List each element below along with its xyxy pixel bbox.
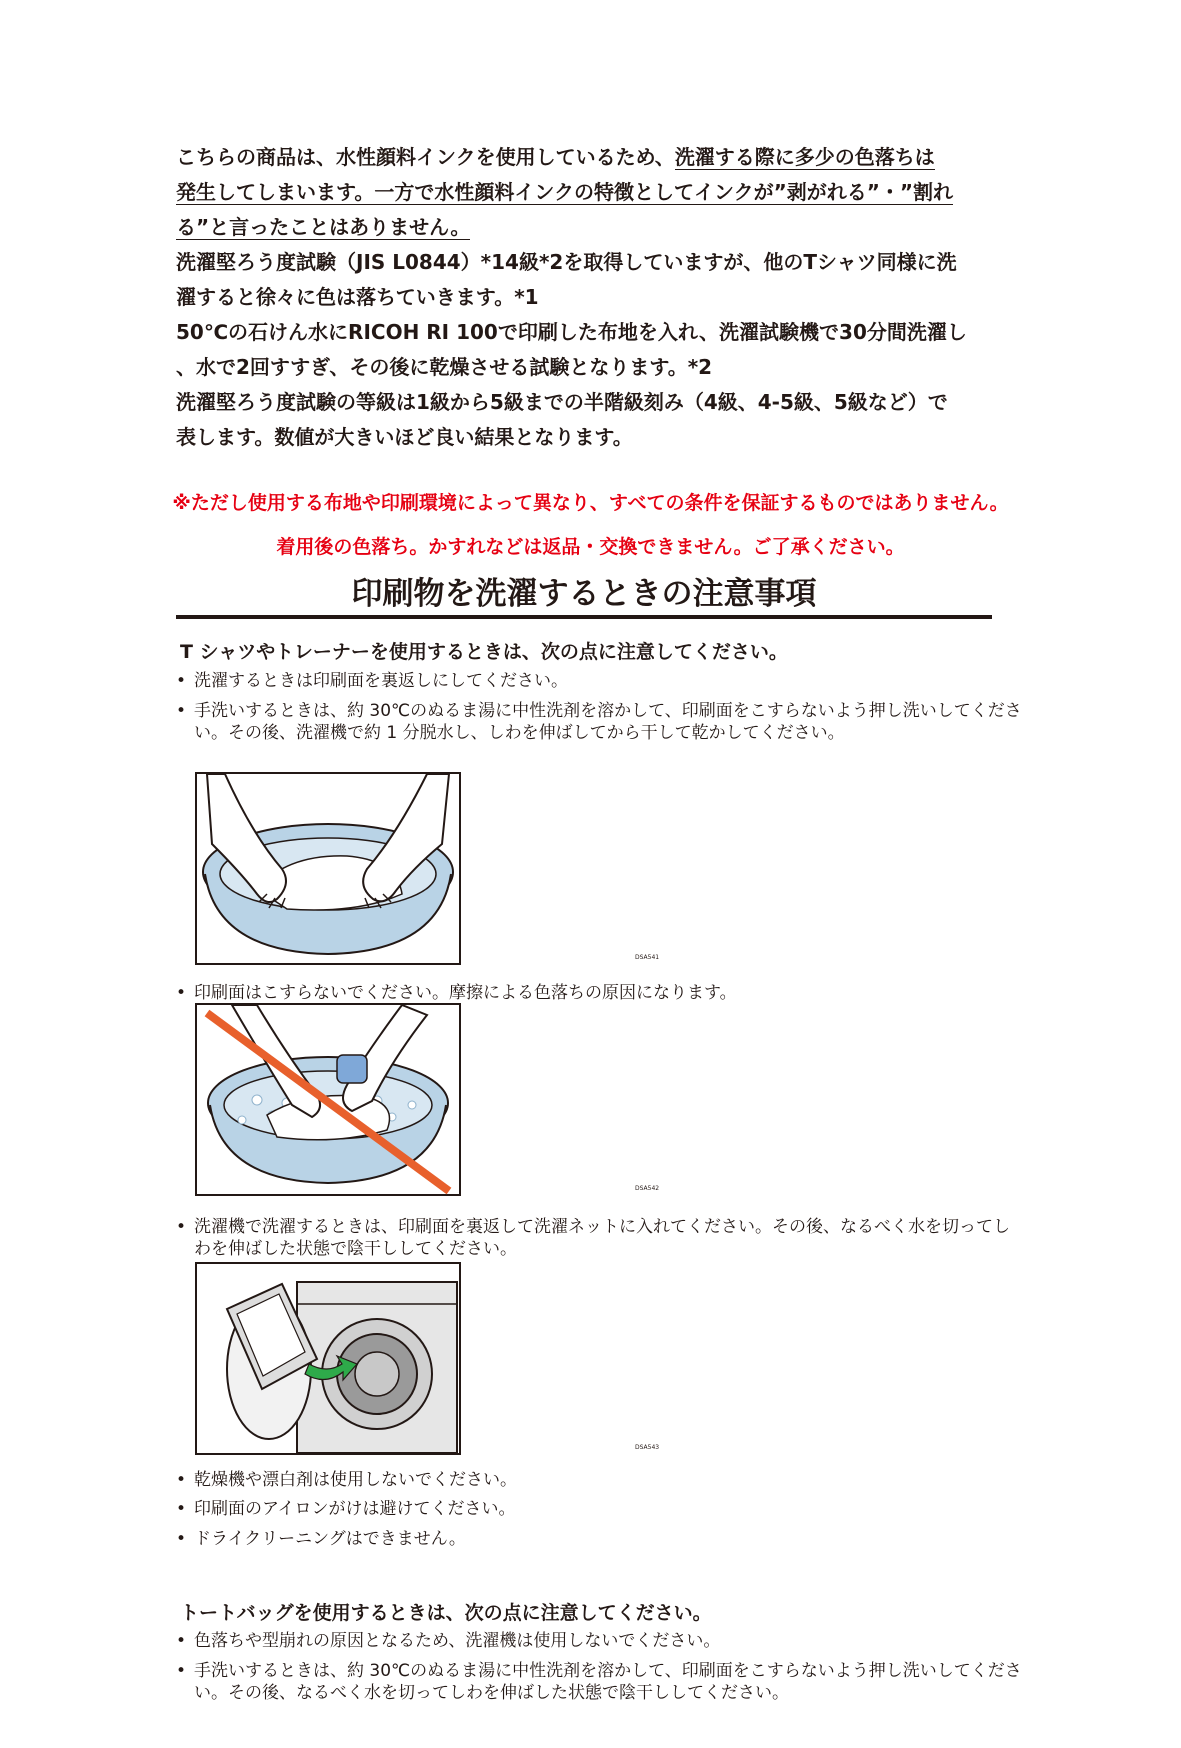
no-return-notice: 着用後の色落ち。かすれなどは返品・交換できません。ご了承ください。 xyxy=(276,536,905,558)
section-title: 印刷物を洗濯するときの注意事項 xyxy=(351,576,817,612)
intro-line: 濯すると徐々に色は落ちていきます。*1 xyxy=(176,285,539,309)
bullet-item: • 洗濯機で洗濯するときは、印刷面を裏返して洗濯ネットに入れてください。その後、なるべく水を切ってしわを伸ばした状態で陰干ししてください。 xyxy=(174,1216,1024,1260)
bullet-item: • ドライクリーニングはできません。 xyxy=(174,1528,1024,1550)
figure-code: DSA542 xyxy=(635,1185,660,1192)
washing-machine-illustration xyxy=(195,1262,660,1455)
bullet-item: • 洗濯するときは印刷面を裏返しにしてください。 xyxy=(174,670,1024,692)
intro-underlined-text: 発生してしまいます。一方で水性顔料インクの特徴としてインクが”剥がれる”・”割れ xyxy=(176,180,954,204)
tote-heading: トートバッグを使用するときは、次の点に注意してください。 xyxy=(180,1602,712,1624)
intro-line: 、水で2回すすぎ、その後に乾燥させる試験となります。*2 xyxy=(176,355,713,379)
title-divider xyxy=(176,615,992,619)
intro-line xyxy=(176,175,1036,210)
intro-underlined-text: る”と言ったことはありません。 xyxy=(176,215,471,239)
no-rubbing-illustration xyxy=(195,1003,660,1196)
intro-line xyxy=(176,140,1036,175)
bullet-item: • 印刷面はこすらないでください。摩擦による色落ちの原因になります。 xyxy=(174,982,1024,1004)
intro-line: 洗濯堅ろう度試験の等級は1級から5級までの半階級刻み（4級、4-5級、5級など）で xyxy=(176,390,948,414)
bullet-item: • 乾燥機や漂白剤は使用しないでください。 xyxy=(174,1469,1024,1491)
figure-code: DSA543 xyxy=(635,1444,660,1451)
bullet-item: • 手洗いするときは、約 30℃のぬるま湯に中性洗剤を溶かして、印刷面をこすらないよう押し洗いしてください。その後、洗濯機で約 1 分脱水し、しわを伸ばしてから干して乾かしてください。 xyxy=(174,700,1024,744)
hand-wash-illustration xyxy=(195,772,660,965)
tote-bullet-item: • 手洗いするときは、約 30℃のぬるま湯に中性洗剤を溶かして、印刷面をこすらないよう押し洗いしてください。その後、なるべく水を切ってしわを伸ばした状態で陰干ししてください。 xyxy=(174,1660,1024,1704)
intro-line: 50℃の石けん水にRICOH RI 100で印刷した布地を入れ、洗濯試験機で30分間洗濯し xyxy=(176,320,967,344)
warning-text: ※ただし使用する布地や印刷環境によって異なり、すべての条件を保証するものではありません。 xyxy=(172,492,1009,514)
intro-underlined-text: 洗濯する際に多少の色落ちは xyxy=(674,145,935,169)
intro-paragraph xyxy=(176,140,1036,455)
intro-text: こちらの商品は、水性顔料インクを使用しているため、 xyxy=(176,145,675,169)
figure-code: DSA541 xyxy=(635,954,660,961)
tshirt-heading: T シャツやトレーナーを使用するときは、次の点に注意してください。 xyxy=(180,641,788,663)
intro-line xyxy=(176,210,1036,245)
intro-line: 洗濯堅ろう度試験（JIS L0844）*14級*2を取得していますが、他のTシャツ同様に洗 xyxy=(176,250,957,274)
intro-line: 表します。数値が大きいほど良い結果となります。 xyxy=(176,425,633,449)
tote-bullet-item: • 色落ちや型崩れの原因となるため、洗濯機は使用しないでください。 xyxy=(174,1630,1024,1652)
bullet-item: • 印刷面のアイロンがけは避けてください。 xyxy=(174,1498,1024,1520)
